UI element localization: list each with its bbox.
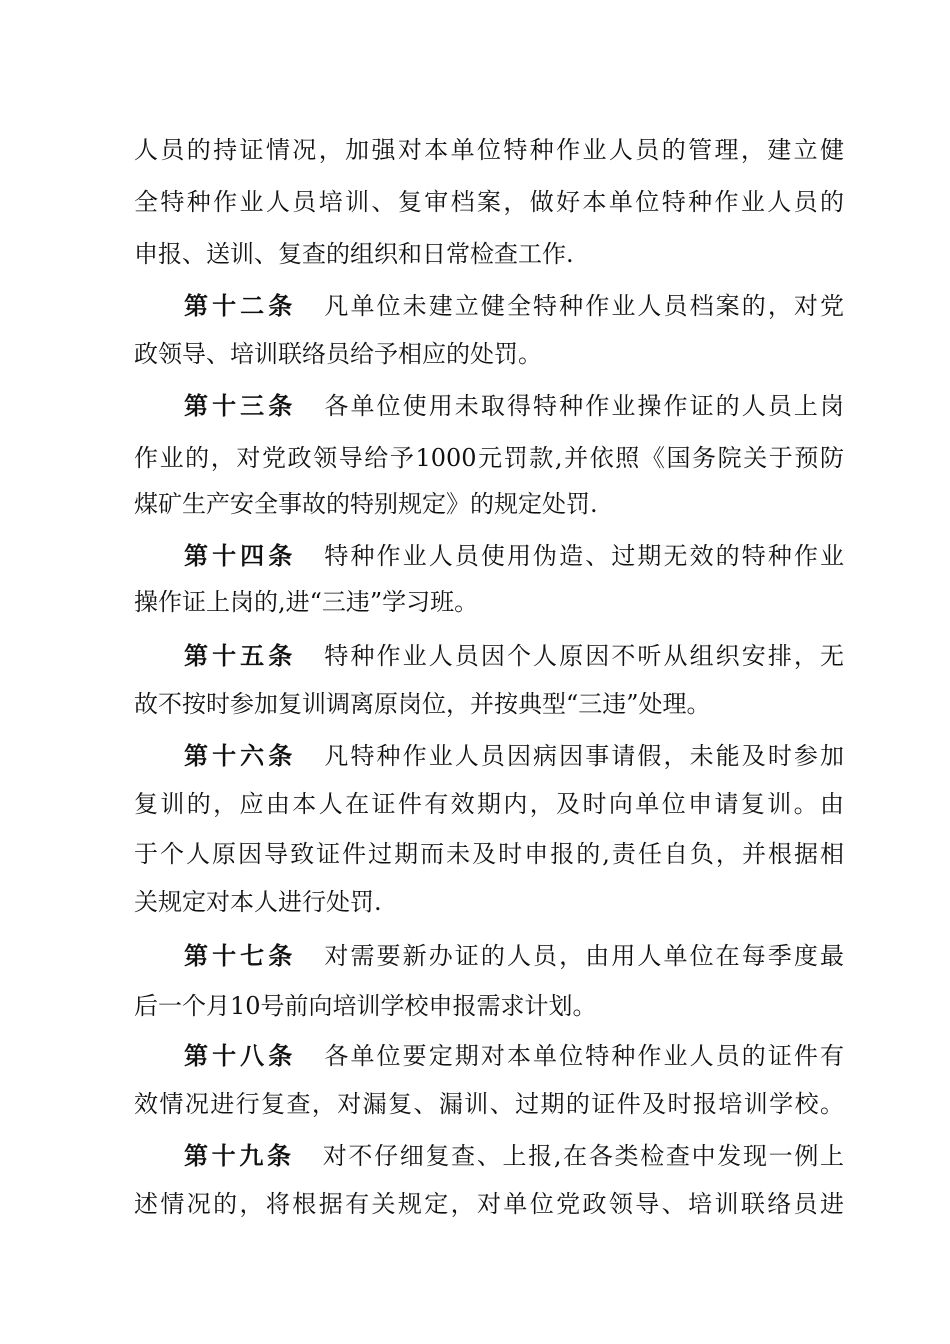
- article-number: 第十九条: [184, 1142, 295, 1170]
- article-19-line: [184, 1134, 844, 1178]
- line-text: 操作证上岗的,进“三违”学习班。: [134, 588, 479, 616]
- article-15-line: [184, 634, 844, 678]
- line-text: 凡特种作业人员因病因事请假，未能及时参加: [324, 742, 845, 770]
- article-number: 第十四条: [184, 542, 297, 570]
- line-text: 后一个月10号前向培训学校申报需求计划。: [134, 992, 597, 1020]
- line-text: 各单位要定期对本单位特种作业人员的证件有: [324, 1042, 845, 1070]
- line-text: 凡单位未建立健全特种作业人员档案的，对党: [324, 292, 845, 320]
- article-number: 第十五条: [184, 642, 297, 670]
- body-line: [134, 682, 844, 726]
- body-line: [134, 436, 844, 480]
- line-text: 政领导、培训联络员给予相应的处罚。: [134, 340, 542, 368]
- article-number: 第十七条: [184, 942, 297, 970]
- line-text: 人员的持证情况，加强对本单位特种作业人员的管理，建立健: [134, 136, 844, 164]
- line-text: 作业的，对党政领导给予1000元罚款,并依照《国务院关于预防: [134, 444, 844, 472]
- article-16-line: [184, 734, 844, 778]
- article-number: 第十二条: [184, 292, 297, 320]
- line-text: 故不按时参加复训调离原岗位，并按典型“三违”处理。: [134, 690, 711, 718]
- article-13-line: [184, 384, 844, 428]
- body-line: [134, 580, 844, 624]
- line-text: 对需要新办证的人员，由用人单位在每季度最: [324, 942, 845, 970]
- line-text: 述情况的，将根据有关规定，对单位党政领导、培训联络员进: [134, 1190, 844, 1218]
- line-text: 关规定对本人进行处罚.: [134, 888, 382, 916]
- body-line: [134, 1182, 844, 1226]
- article-12-line: [184, 284, 844, 328]
- article-14-line: [184, 534, 844, 578]
- article-17-line: [184, 934, 844, 978]
- body-line: [134, 128, 844, 172]
- body-line: [134, 1082, 844, 1126]
- line-text: 各单位使用未取得特种作业操作证的人员上岗: [324, 392, 845, 420]
- line-text: 全特种作业人员培训、复审档案，做好本单位特种作业人员的: [134, 188, 844, 216]
- line-text: 申报、送训、复查的组织和日常检查工作.: [134, 240, 574, 268]
- line-text: 煤矿生产安全事故的特别规定》的规定处罚.: [134, 490, 598, 518]
- body-line: [134, 482, 844, 526]
- line-text: 对不仔细复查、上报,在各类检查中发现一例上: [322, 1142, 844, 1170]
- line-text: 于个人原因导致证件过期而未及时申报的,责任自负，并根据相: [134, 840, 844, 868]
- article-18-line: [184, 1034, 844, 1078]
- body-line: [134, 984, 844, 1028]
- article-number: 第十六条: [184, 742, 297, 770]
- body-line: [134, 880, 844, 924]
- body-line: [134, 332, 844, 376]
- article-number: 第十三条: [184, 392, 297, 420]
- line-text: 复训的，应由本人在证件有效期内，及时向单位申请复训。由: [134, 790, 844, 818]
- article-number: 第十八条: [184, 1042, 297, 1070]
- line-text: 效情况进行复查，对漏复、漏训、过期的证件及时报培训学校。: [134, 1090, 844, 1118]
- body-line: [134, 180, 844, 224]
- body-line: [134, 832, 844, 876]
- line-text: 特种作业人员因个人原因不听从组织安排，无: [324, 642, 845, 670]
- body-line: [134, 232, 844, 276]
- line-text: 特种作业人员使用伪造、过期无效的特种作业: [324, 542, 845, 570]
- body-line: [134, 782, 844, 826]
